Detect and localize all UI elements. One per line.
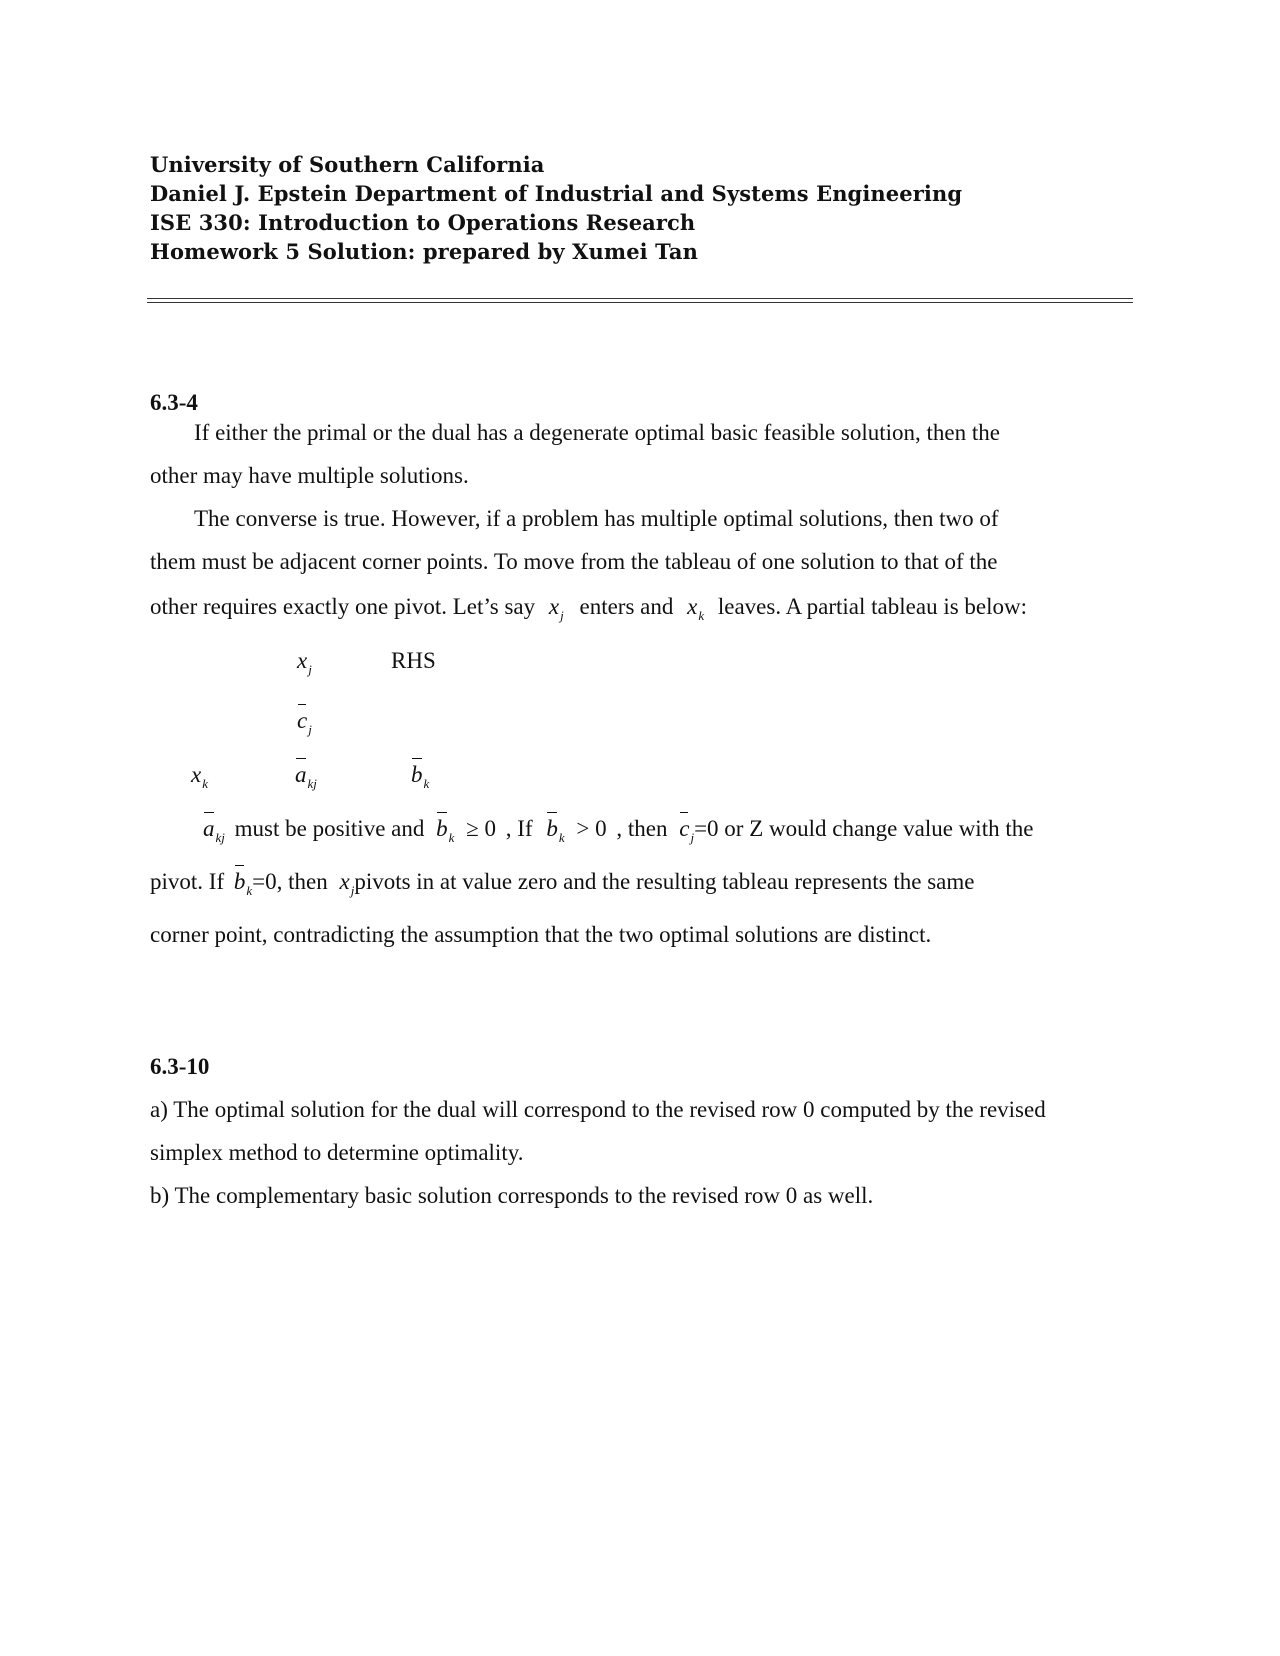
math-gt-zero: > 0 xyxy=(576,816,607,841)
paragraph-3-line-3: corner point, contradicting the assumption that the two optimal solutions are distinct. xyxy=(150,922,932,947)
header-department: Daniel J. Epstein Department of Industrial and Systems Engineering xyxy=(150,181,963,206)
math-b-k: $b_k$ xyxy=(436,816,455,845)
math-x-j: $x_j$ xyxy=(339,869,355,898)
header-divider-top xyxy=(147,298,1133,299)
paragraph-1-line-2: other may have multiple solutions. xyxy=(150,463,469,488)
paragraph-3-line-1 xyxy=(203,816,1033,845)
paragraph-2-line-1: The converse is true. However, if a problem has multiple optimal solutions, then two of xyxy=(194,506,999,531)
line-3-text-start: other requires exactly one pivot. Let’s say xyxy=(150,594,536,619)
header-course: ISE 330: Introduction to Operations Research xyxy=(150,210,696,235)
header-homework: Homework 5 Solution: prepared by Xumei Tan xyxy=(150,239,698,264)
tableau-row-label-x-k: $x_k$ xyxy=(191,762,208,791)
section-title-6-3-10: 6.3-10 xyxy=(150,1054,210,1079)
answer-a-line-2: simplex method to determine optimality. xyxy=(150,1140,524,1165)
tableau-header-rhs: RHS xyxy=(391,648,436,673)
line-text: =0, then xyxy=(252,869,328,894)
document-header xyxy=(150,150,962,266)
paragraph-1-line-1: If either the primal or the dual has a degenerate optimal basic feasible solution, then the xyxy=(194,420,1000,445)
math-a-kj: $a_{kj}$ xyxy=(203,816,225,845)
paragraph-3-line-2 xyxy=(150,869,974,898)
line-3-text-middle: enters and xyxy=(579,594,674,619)
tableau-reduced-cost-c-j: $c_j$ xyxy=(297,708,312,737)
paragraph-2-line-3 xyxy=(150,594,1027,623)
line-text: pivot. If xyxy=(150,869,225,894)
tableau-coefficient-a-kj: $a_{kj}$ xyxy=(295,762,317,791)
section-title-6-3-4: 6.3-4 xyxy=(150,390,198,415)
header-divider-bottom xyxy=(147,302,1133,303)
math-c-j: $c_j$ xyxy=(679,816,695,845)
tableau-rhs-b-k: $b_k$ xyxy=(411,762,430,791)
paragraph-2-line-2: them must be adjacent corner points. To move from the tableau of one solution to that of the xyxy=(150,549,998,574)
answer-a-line-1: a) The optimal solution for the dual will correspond to the revised row 0 computed by the revised xyxy=(150,1097,1046,1122)
line-text: , then xyxy=(616,816,668,841)
line-3-text-end: leaves. A partial tableau is below: xyxy=(717,594,1028,619)
header-university: University of Southern California xyxy=(150,152,545,177)
math-x-k: $x_k$ xyxy=(687,594,705,623)
line-text: , If xyxy=(505,816,533,841)
math-b-k: $b_k$ xyxy=(233,869,253,898)
line-text: pivots in at value zero and the resulting tableau represents the same xyxy=(354,869,975,894)
math-b-k: $b_k$ xyxy=(546,816,565,845)
line-text: =0 or Z would change value with the xyxy=(694,816,1034,841)
tableau-header-x-j: $x_j$ xyxy=(297,648,312,677)
line-text: must be positive and xyxy=(234,816,425,841)
math-x-j: $x_j$ xyxy=(548,594,564,623)
math-ge-zero: ≥ 0 xyxy=(466,816,497,841)
answer-b-line-1: b) The complementary basic solution corresponds to the revised row 0 as well. xyxy=(150,1183,874,1208)
